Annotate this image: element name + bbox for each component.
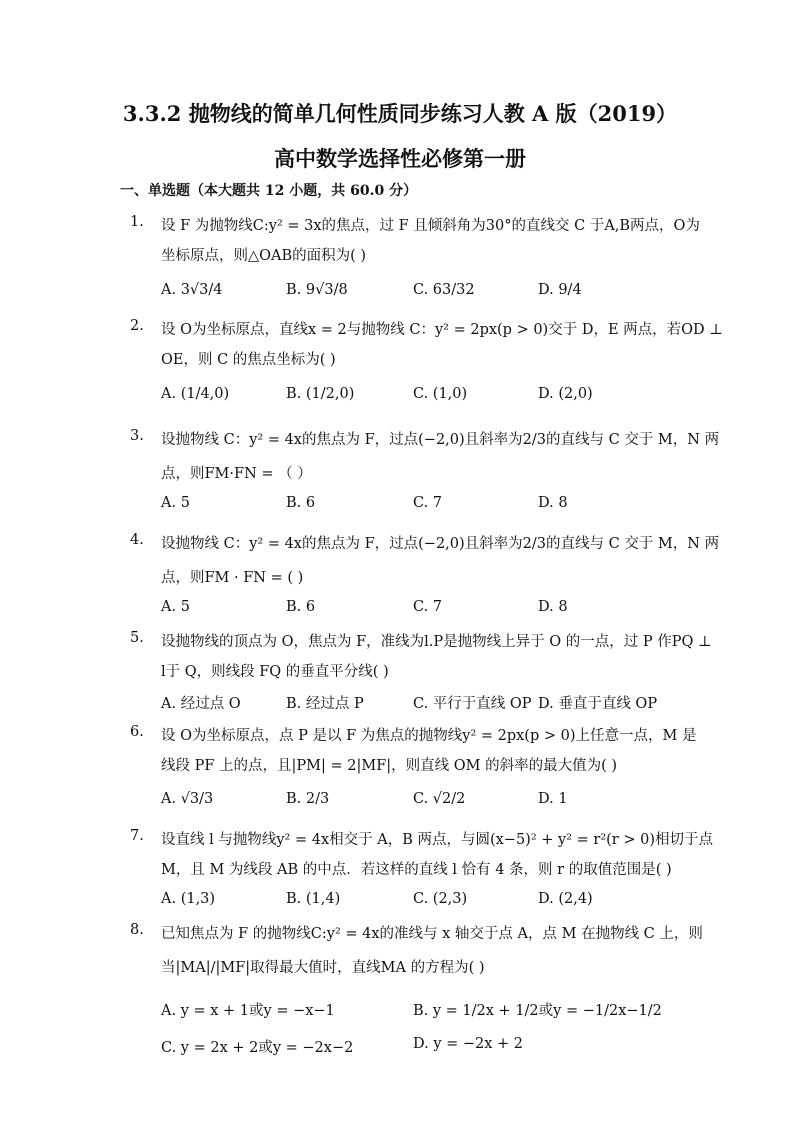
option-a[interactable]: A. 经过点 O — [161, 696, 241, 712]
option-c[interactable]: C. y = 2x + 2或y = −2x−2 — [161, 1040, 354, 1056]
option-a[interactable]: A. √3/3 — [161, 791, 214, 807]
question-text: 设抛物线 C：y² = 4x的焦点为 F，过点(−2,0)且斜率为2/3的直线与 C 交于 M，N 两 — [161, 432, 720, 448]
option-b[interactable]: B. (1/2,0) — [286, 386, 355, 402]
question-text: 坐标原点，则△OAB的面积为( ) — [161, 248, 367, 264]
option-b[interactable]: B. 经过点 P — [286, 696, 364, 712]
option-b[interactable]: B. 2/3 — [286, 791, 330, 807]
title-line-2: 高中数学选择性必修第一册 — [274, 146, 526, 171]
option-b[interactable]: B. y = 1/2x + 1/2或y = −1/2x−1/2 — [413, 1003, 662, 1019]
option-d[interactable]: D. 垂直于直线 OP — [538, 696, 658, 712]
option-a[interactable]: A. (1/4,0) — [161, 386, 230, 402]
question-number: 7. — [130, 828, 144, 844]
question-number: 6. — [130, 724, 144, 740]
question-number: 8. — [130, 922, 144, 938]
option-a[interactable]: A. y = x + 1或y = −x−1 — [161, 1003, 335, 1019]
question-text: 设 O为坐标原点，直线x = 2与抛物线 C：y² = 2px(p > 0)交于 D，E 两点，若OD ⊥ — [161, 322, 723, 338]
option-d[interactable]: D. 8 — [538, 599, 568, 615]
option-c[interactable]: C. 7 — [413, 495, 443, 511]
option-b[interactable]: B. 6 — [286, 599, 316, 615]
title-line-1: 3.3.2 抛物线的简单几何性质同步练习人教 A 版（2019） — [122, 101, 678, 126]
option-c[interactable]: C. √2/2 — [413, 791, 466, 807]
question-text: 设抛物线的顶点为 O，焦点为 F，准线为l.P是抛物线上异于 O 的一点，过 P 作PQ ⊥ — [161, 634, 712, 650]
question-text: 已知焦点为 F 的抛物线C:y² = 4x的准线与 x 轴交于点 A，点 M 在抛物线 C 上，则 — [161, 926, 703, 942]
question-number: 2. — [130, 318, 144, 334]
question-text: M，且 M 为线段 AB 的中点．若这样的直线 l 恰有 4 条，则 r 的取值范围是( ) — [161, 862, 672, 878]
option-d[interactable]: D. 1 — [538, 791, 568, 807]
question-text: 设 F 为抛物线C:y² = 3x的焦点，过 F 且倾斜角为30°的直线交 C 于A,B两点，O为 — [161, 218, 700, 234]
question-text: 设直线 l 与抛物线y² = 4x相交于 A，B 两点，与圆(x−5)² + y² = r²(r > 0)相切于点 — [161, 832, 713, 848]
option-d[interactable]: D. 9/4 — [538, 282, 582, 298]
option-b[interactable]: B. (1,4) — [286, 891, 341, 907]
option-d[interactable]: D. y = −2x + 2 — [413, 1036, 524, 1052]
question-number: 5. — [130, 630, 144, 646]
question-text: OE，则 C 的焦点坐标为( ) — [161, 352, 336, 368]
option-d[interactable]: D. (2,0) — [538, 386, 593, 402]
option-c[interactable]: C. 7 — [413, 599, 443, 615]
question-text: 点，则FM·FN = （ ） — [161, 466, 312, 482]
option-b[interactable]: B. 9√3/8 — [286, 282, 348, 298]
option-c[interactable]: C. (1,0) — [413, 386, 468, 402]
option-c[interactable]: C. 63/32 — [413, 282, 475, 298]
question-number: 3. — [130, 428, 144, 444]
question-number: 4. — [130, 532, 144, 548]
question-text: 设 O为坐标原点，点 P 是以 F 为焦点的抛物线y² = 2px(p > 0)上任意一点，M 是 — [161, 728, 697, 744]
question-number: 1. — [130, 214, 144, 230]
question-text: 设抛物线 C：y² = 4x的焦点为 F，过点(−2,0)且斜率为2/3的直线与 C 交于 M，N 两 — [161, 536, 720, 552]
option-a[interactable]: A. (1,3) — [161, 891, 216, 907]
option-d[interactable]: D. 8 — [538, 495, 568, 511]
option-b[interactable]: B. 6 — [286, 495, 316, 511]
option-d[interactable]: D. (2,4) — [538, 891, 593, 907]
option-c[interactable]: C. 平行于直线 OP — [413, 696, 532, 712]
option-a[interactable]: A. 5 — [161, 495, 190, 511]
question-text: 当|MA|/|MF|取得最大值时，直线MA 的方程为( ) — [161, 960, 485, 976]
question-text: 线段 PF 上的点，且|PM| = 2|MF|，则直线 OM 的斜率的最大值为( ) — [161, 758, 618, 774]
section-heading: 一、单选题（本大题共 12 小题，共 60.0 分） — [120, 183, 418, 199]
option-a[interactable]: A. 5 — [161, 599, 190, 615]
option-a[interactable]: A. 3√3/4 — [161, 282, 223, 298]
question-text: 点，则FM · FN = ( ) — [161, 570, 304, 586]
question-text: l于 Q，则线段 FQ 的垂直平分线( ) — [161, 664, 389, 680]
option-c[interactable]: C. (2,3) — [413, 891, 468, 907]
